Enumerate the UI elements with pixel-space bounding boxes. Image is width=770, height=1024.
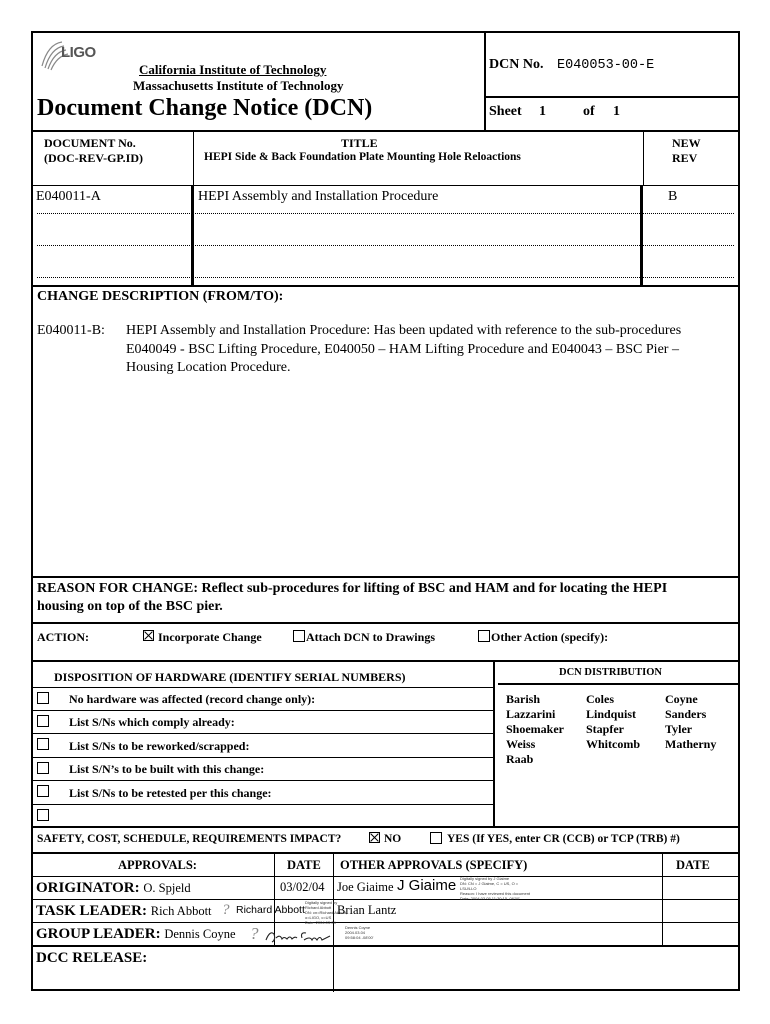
change-line-1: HEPI Assembly and Installation Procedure: Has been updated with reference to the sub-procedures: [126, 323, 682, 338]
impact-no-label: NO: [384, 833, 402, 845]
coyne-handwritten-signature-icon: [264, 926, 332, 946]
dist-name: Weiss: [506, 737, 536, 751]
dist-name: Tyler: [665, 722, 693, 736]
distribution-col-3: [665, 692, 716, 752]
distribution-col-1: [506, 692, 564, 767]
impact-label: SAFETY, COST, SCHEDULE, REQUIREMENTS IMPACT?: [37, 833, 342, 845]
dcn-number: E040053-00-E: [557, 58, 655, 73]
hardware-checkbox-5[interactable]: [37, 785, 49, 797]
sheet-number: 1: [539, 104, 546, 119]
doc-row-doc-no: E040011-A: [36, 189, 101, 204]
hardware-checkbox-1[interactable]: [37, 692, 49, 704]
other-approver-2: Brian Lantz: [337, 903, 397, 917]
other-date-header: DATE: [676, 858, 710, 872]
dist-name: Raab: [506, 752, 534, 766]
hardware-checkbox-2[interactable]: [37, 715, 49, 727]
originator-row: [36, 880, 191, 897]
question-mark-icon: ?: [222, 902, 230, 918]
other-approvals-header: OTHER APPROVALS (SPECIFY): [340, 858, 528, 872]
doc-row-title: HEPI Assembly and Installation Procedure: [198, 189, 439, 204]
sheet-total: 1: [613, 104, 620, 119]
approvals-header: APPROVALS:: [118, 858, 197, 872]
giaime-signature: J Giaime: [397, 877, 457, 894]
impact-no-checkbox[interactable]: [369, 832, 380, 843]
reason-line-2: housing on top of the BSC pier.: [37, 599, 223, 614]
hardware-checkbox-6[interactable]: [37, 809, 49, 821]
hardware-checkbox-3[interactable]: [37, 738, 49, 750]
distribution-col-2: [586, 692, 640, 752]
attach-dcn-checkbox[interactable]: [293, 630, 305, 642]
hardware-item-3: List S/Ns to be reworked/scrapped:: [69, 739, 250, 753]
group-leader-label: GROUP LEADER:: [36, 926, 161, 942]
col-rev-line2: REV: [672, 151, 698, 165]
other-approver-1: Joe Giaime: [337, 880, 394, 894]
task-leader-name: Rich Abbott: [150, 904, 212, 918]
abbott-signature: Richard Abbott: [236, 904, 305, 916]
incorporate-change-checkbox[interactable]: [143, 630, 154, 641]
hardware-checkbox-4[interactable]: [37, 762, 49, 774]
col-title-line1: TITLE: [341, 136, 378, 150]
attach-dcn-label: Attach DCN to Drawings: [306, 630, 435, 644]
col-rev-line1: NEW: [672, 136, 701, 150]
dist-name: Whitcomb: [586, 737, 640, 751]
group-leader-name: Dennis Coyne: [164, 927, 236, 941]
impact-yes-label: YES (If YES, enter CR (CCB) or TCP (TRB) #): [447, 833, 680, 845]
impact-yes-checkbox[interactable]: [430, 832, 442, 844]
change-line-2: E040049 - BSC Lifting Procedure, E040050 – HAM Lifting Procedure and E040043 – BSC Pier –: [126, 342, 679, 357]
task-leader-label: TASK LEADER:: [36, 903, 147, 919]
giaime-sig-stamp: Digitally signed by J Giaime DN: CN = J Giaime, C = US, O = LSU/LLO Reason: I have reviewed this document Date: 2004.03.05 11:30:15 -06'00': [460, 876, 531, 901]
form-title: Document Change Notice (DCN): [37, 95, 373, 121]
hardware-heading: DISPOSITION OF HARDWARE (IDENTIFY SERIAL NUMBERS): [54, 670, 406, 684]
abbott-sig-stamp: Digitally signed by Richard Abbott DN: cn=Richard Abbott, o=LIGO, c=US Date: 2004.03.04: [305, 900, 347, 925]
question-mark-icon: ?: [250, 924, 259, 943]
dist-name: Matherny: [665, 737, 717, 751]
dist-name: Sanders: [665, 707, 707, 721]
change-heading: CHANGE DESCRIPTION (FROM/TO):: [37, 289, 284, 304]
dist-name: Lindquist: [586, 707, 637, 721]
originator-label: ORIGINATOR:: [36, 880, 140, 896]
originator-date: 03/02/04: [280, 880, 325, 894]
ligo-logo: [38, 36, 108, 72]
incorporate-change-label: Incorporate Change: [158, 630, 262, 644]
dist-name: Shoemaker: [506, 722, 564, 736]
reason-line-1: REASON FOR CHANGE: Reflect sub-procedures for lifting of BSC and HAM and for locating the HEPI: [37, 581, 668, 596]
task-leader-row: [36, 903, 212, 920]
col-title-line2: HEPI Side & Back Foundation Plate Mounting Hole Reloactions: [204, 151, 521, 163]
sheet-label: Sheet: [489, 104, 522, 119]
dcc-release-label: DCC RELEASE:: [36, 950, 148, 966]
hardware-item-1: No hardware was affected (record change only):: [69, 692, 316, 706]
dcn-label: DCN No.: [489, 57, 544, 72]
other-action-label: Other Action (specify):: [491, 630, 609, 644]
hardware-item-2: List S/Ns which comply already:: [69, 715, 235, 729]
of-label: of: [583, 104, 595, 119]
hardware-item-5: List S/Ns to be retested per this change:: [69, 786, 272, 800]
org-line-2: Massachusetts Institute of Technology: [133, 78, 344, 93]
coyne-sig-stamp: Dennis Coyne 2004.03.04 09:58:04 -08'00': [345, 925, 374, 940]
hardware-item-4: List S/N’s to be built with this change:: [69, 762, 265, 776]
dist-name: Lazzarini: [506, 707, 556, 721]
other-action-checkbox[interactable]: [478, 630, 490, 642]
logo-text: LIGO: [61, 44, 96, 61]
doc-row-new-rev: B: [668, 189, 678, 204]
dist-name: Barish: [506, 692, 541, 706]
originator-name: O. Spjeld: [143, 881, 191, 895]
group-leader-row: [36, 926, 236, 943]
dist-name: Stapfer: [586, 722, 624, 736]
approvals-date-header: DATE: [287, 858, 321, 872]
form-frame: [31, 31, 740, 991]
change-line-3: Housing Location Procedure.: [126, 360, 291, 375]
col-doc-no-line1: DOCUMENT No.: [44, 136, 136, 150]
distribution-heading: DCN DISTRIBUTION: [559, 667, 662, 678]
org-line-1: California Institute of Technology: [139, 62, 327, 77]
dist-name: Coles: [586, 692, 614, 706]
col-doc-no-line2: (DOC-REV-GP.ID): [44, 151, 143, 165]
change-ref: E040011-B:: [37, 323, 105, 338]
dist-name: Coyne: [665, 692, 698, 706]
action-label: ACTION:: [37, 630, 90, 644]
